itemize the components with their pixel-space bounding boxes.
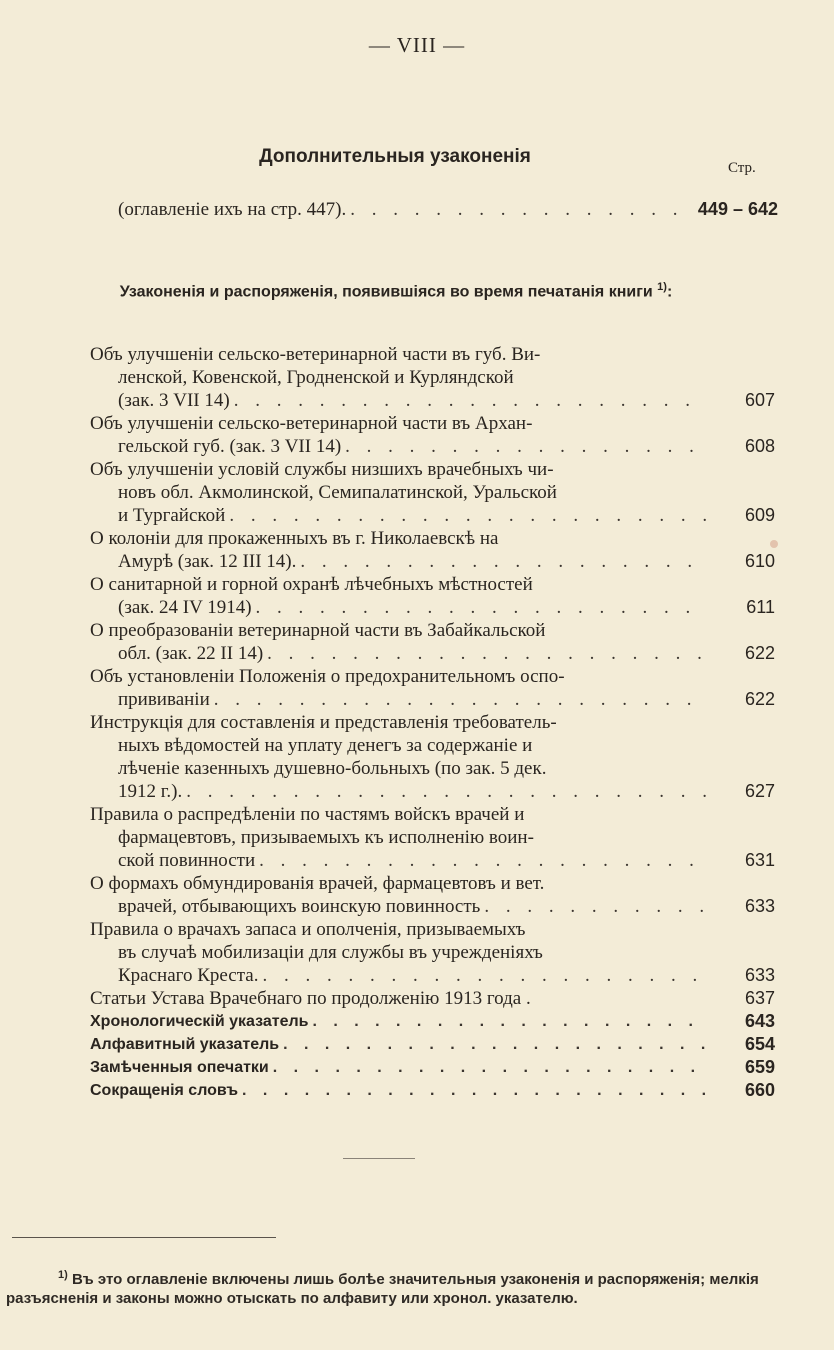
contents-entry: [90, 1033, 775, 1056]
entry-line: [90, 1056, 715, 1079]
leader-dots: [214, 688, 707, 711]
leader-dots: [273, 1056, 707, 1079]
entry-line: [90, 642, 715, 665]
entry-line: [90, 665, 715, 688]
leader-dots: [234, 389, 707, 412]
leader-dots: [262, 964, 707, 987]
contents-entry: [90, 343, 775, 412]
additional-laws-pages: 449 – 642: [697, 199, 778, 219]
contents-entry: [90, 1010, 775, 1033]
contents-entry: [90, 665, 775, 711]
subheading-note-mark: 1): [657, 281, 667, 293]
subheading-suffix: :: [666, 283, 673, 301]
entry-line: [90, 803, 715, 826]
entry-line: [90, 872, 715, 895]
page-number: — VIII —: [368, 33, 466, 57]
leader-dots: [484, 895, 707, 918]
entry-line: [90, 757, 715, 780]
entry-line: [90, 412, 715, 435]
leader-dots: [350, 198, 690, 222]
entry-line: [90, 941, 715, 964]
entry-line-text: въ случаѣ мобилизаціи для службы въ учрежденіяхъ: [118, 942, 543, 963]
entry-line: [90, 458, 715, 481]
entry-line-text: фармацевтовъ, призываемыхъ къ исполненію воин-: [118, 827, 534, 848]
entry-line-text: ленской, Ковенской, Гродненской и Курляндской: [118, 367, 514, 388]
contents-entry: [90, 573, 775, 619]
entry-page-number: 622: [744, 689, 775, 709]
entry-page-number: 637: [744, 988, 775, 1008]
entry-line-text: О колоніи для прокаженныхъ въ г. Николаевскѣ на: [90, 528, 499, 549]
entry-line: [90, 550, 715, 573]
entry-line-text: 1912 г.).: [118, 781, 183, 802]
entry-line: [90, 389, 715, 412]
entry-line-text: Объ установленіи Положенія о предохранительномъ оспо-: [90, 666, 565, 687]
contents-entry: [90, 412, 775, 458]
entry-line-text: новъ обл. Акмолинской, Семипалатинской, Уральской: [118, 482, 557, 503]
leader-dots: [267, 642, 707, 665]
entry-line: [90, 619, 715, 642]
entry-page-number: 660: [744, 1080, 775, 1100]
entry-line-text: Правила о врачахъ запаса и ополченія, призываемыхъ: [90, 919, 526, 940]
entry-line: [90, 343, 715, 366]
footnote: [6, 1266, 781, 1308]
entry-line: [90, 826, 715, 849]
leader-dots: [229, 504, 707, 527]
entry-line: [90, 1033, 715, 1056]
entry-page-number: 633: [744, 965, 775, 985]
subheading-text: Узаконенія и распоряженія, появившіяся во время печатанія книги: [119, 283, 653, 301]
section-divider: [343, 1158, 415, 1159]
paper-stain: [770, 540, 778, 548]
leader-dots: [186, 780, 707, 803]
entry-line: [90, 688, 715, 711]
entry-line: [90, 780, 715, 803]
entry-line-text: Статьи Устава Врачебнаго по продолженію 1913 года .: [90, 988, 531, 1009]
entry-page-number: 609: [744, 505, 775, 525]
entry-page-number: 611: [746, 597, 775, 617]
entry-line-text: Объ улучшеніи условій службы низшихъ врачебныхъ чи-: [90, 459, 554, 480]
entry-page-number: 659: [744, 1057, 775, 1077]
contents-entry: [90, 711, 775, 803]
entry-page-number: 627: [744, 781, 775, 801]
leader-dots: [242, 1079, 707, 1102]
entry-line-text: О формахъ обмундированія врачей, фармацевтовъ и вет.: [90, 873, 545, 894]
footnote-mark: 1): [58, 1269, 68, 1281]
entry-line-text: обл. (зак. 22 II 14): [118, 643, 264, 664]
entry-page-number: 631: [744, 850, 775, 870]
entry-line-text: гельской губ. (зак. 3 VII 14): [118, 436, 342, 457]
contents-entry: [90, 1056, 775, 1079]
entry-line: [90, 1010, 715, 1033]
entry-line: [90, 849, 715, 872]
entry-line-text: Амурѣ (зак. 12 III 14).: [118, 551, 297, 572]
entry-line-text: прививаніи: [118, 689, 210, 710]
contents-entry: [90, 803, 775, 872]
contents-entry: [90, 527, 775, 573]
contents-list: [90, 343, 775, 1102]
entry-line: [90, 481, 715, 504]
entry-line-text: (зак. 3 VII 14): [118, 390, 230, 411]
entry-line-text: Сокращенія словъ: [90, 1082, 239, 1099]
leader-dots: [256, 596, 707, 619]
entry-line: [90, 504, 715, 527]
entry-line: [90, 964, 715, 987]
entry-page-number: 607: [744, 390, 775, 410]
subheading: [116, 276, 676, 303]
entry-line: [90, 734, 715, 757]
contents-entry: [90, 1079, 775, 1102]
entry-line: [90, 366, 715, 389]
entry-line: [90, 596, 715, 619]
entry-line-text: Алфавитный указатель: [90, 1036, 280, 1053]
contents-entry: [90, 872, 775, 918]
entry-line: [90, 435, 715, 458]
entry-line-text: Краснаго Креста.: [118, 965, 259, 986]
contents-entry: [90, 918, 775, 987]
entry-line-text: Правила о распредѣленіи по частямъ войскъ врачей и: [90, 804, 525, 825]
additional-laws-text: (оглавленіе ихъ на стр. 447).: [118, 199, 347, 220]
contents-entry: [90, 987, 775, 1010]
entry-line-text: врачей, отбывающихъ воинскую повинность: [118, 896, 481, 917]
entry-line-text: Инструкція для составленія и представленія требователь-: [90, 712, 557, 733]
section-title: Дополнительныя узаконенія: [259, 146, 531, 167]
entry-page-number: 643: [744, 1011, 775, 1031]
entry-page-number: 610: [744, 551, 775, 571]
entry-line-text: ской повинности: [118, 850, 256, 871]
contents-entry: [90, 619, 775, 665]
footnote-rule: [12, 1237, 276, 1238]
contents-entry: [90, 458, 775, 527]
entry-line-text: Хронологическій указатель: [90, 1013, 309, 1030]
entry-line-text: О санитарной и горной охранѣ лѣчебныхъ мѣстностей: [90, 574, 533, 595]
entry-page-number: 654: [744, 1034, 775, 1054]
entry-line: [90, 918, 715, 941]
entry-line-text: Объ улучшеніи сельско-ветеринарной части въ губ. Ви-: [90, 344, 541, 365]
entry-line-text: Объ улучшеніи сельско-ветеринарной части въ Архан-: [90, 413, 533, 434]
entry-line-text: лѣченіе казенныхъ душевно-больныхъ (по зак. 5 дек.: [118, 758, 547, 779]
leader-dots: [283, 1033, 707, 1056]
additional-laws-row: [118, 198, 778, 222]
entry-line: [90, 711, 715, 734]
page-column-heading: Стр.: [728, 160, 756, 176]
entry-line: [90, 1079, 715, 1102]
entry-line-text: О преобразованіи ветеринарной части въ Забайкальской: [90, 620, 546, 641]
entry-line-text: Замѣченныя опечатки: [90, 1059, 269, 1076]
entry-page-number: 608: [744, 436, 775, 456]
leader-dots: [300, 550, 707, 573]
entry-page-number: 622: [744, 643, 775, 663]
entry-line: [90, 895, 715, 918]
entry-line: [90, 573, 715, 596]
entry-line: [90, 987, 715, 1010]
entry-line-text: и Тургайской: [118, 505, 226, 526]
leader-dots: [345, 435, 707, 458]
entry-page-number: 633: [744, 896, 775, 916]
leader-dots: [312, 1010, 707, 1033]
entry-line-text: ныхъ вѣдомостей на уплату денегъ за содержаніе и: [118, 735, 533, 756]
entry-line-text: (зак. 24 IV 1914): [118, 597, 252, 618]
footnote-text: Въ это оглавленіе включены лишь болѣе значительныя узаконенія и распоряженія; мелкія разъясненія и законы можно отыскать по алфавиту или хронол. указателю.: [6, 1271, 759, 1307]
entry-line: [90, 527, 715, 550]
leader-dots: [259, 849, 707, 872]
